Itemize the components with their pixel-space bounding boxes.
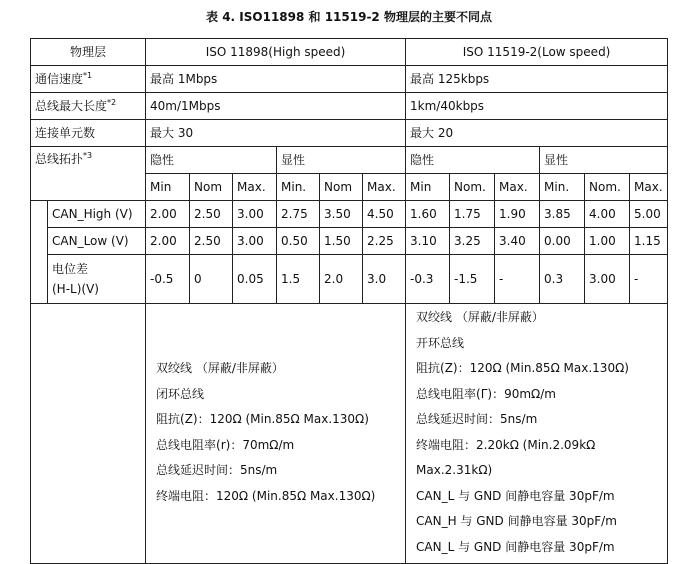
diff-value: - [630,255,668,304]
can-low-value: 1.50 [320,228,363,255]
can-low-value: 3.10 [406,228,450,255]
speed-ls: 最高 125kbps [406,66,668,93]
note-hs-line: 终端电阻：120Ω (Min.85Ω Max.130Ω) [156,488,376,503]
can-high-value: 2.50 [190,201,233,228]
ls-rec-min: Min [406,174,450,201]
can-low-value: 3.00 [233,228,277,255]
notes-label-empty [31,304,146,564]
diff-value: - [495,255,540,304]
note-hs-line: 双绞线 （屏蔽/非屏蔽） [156,361,284,375]
diff-value: 0.05 [233,255,277,304]
note-ls-line: 总线电阻率(Γ)：90mΩ/m [416,386,556,401]
can-low-value: 2.25 [363,228,406,255]
diff-value: 1.5 [277,255,320,304]
can-low-value: 3.25 [450,228,495,255]
header-iso11519: ISO 11519-2(Low speed) [406,39,668,66]
label-length: 总线最大长度$^{*2}$ [31,93,146,120]
physical-layer-table [30,38,668,564]
diff-value: 2.0 [320,255,363,304]
notes-hs [146,304,406,564]
diff-value: 3.00 [585,255,630,304]
ls-rec-nom: Nom. [450,174,495,201]
note-ls-line: CAN_H 与 GND 间静电容量 30pF/m [416,514,617,528]
length-ls: 1km/40kbps [406,93,668,120]
ls-rec-max: Max. [495,174,540,201]
can-low-value: 1.15 [630,228,668,255]
hs-rec-nom: Nom [190,174,233,201]
can-high-value: 4.50 [363,201,406,228]
length-hs: 40m/1Mbps [146,93,406,120]
can-high-value: 2.75 [277,201,320,228]
ls-dom-nom: Nom. [585,174,630,201]
header-iso11898: ISO 11898(High speed) [146,39,406,66]
hs-dom-nom: Nom [320,174,363,201]
ls-dominant-header: 显性 [540,147,668,174]
diff-value: -1.5 [450,255,495,304]
row-diff [31,255,668,304]
row-can-high [31,201,668,228]
can-low-value: 2.00 [146,228,190,255]
diff-value: -0.5 [146,255,190,304]
can-high-value: 3.85 [540,201,585,228]
header-row [31,39,668,66]
can-high-value: 2.00 [146,201,190,228]
note-ls-line: 总线延迟时间：5ns/m [416,412,538,426]
diff-value: 0 [190,255,233,304]
nodes-ls: 最大 20 [406,120,668,147]
row-length [31,93,668,120]
row-can-low [31,228,668,255]
row-notes [31,304,668,564]
note-ls-line: Max.2.31kΩ) [416,463,493,477]
label-can-high: CAN_High (V) [48,201,146,228]
can-high-value: 1.90 [495,201,540,228]
row-speed [31,66,668,93]
can-low-value: 1.00 [585,228,630,255]
can-high-value: 5.00 [630,201,668,228]
can-high-value: 3.50 [320,201,363,228]
hs-dominant-header: 显性 [277,147,406,174]
can-high-value: 1.60 [406,201,450,228]
note-ls-line: 阻抗(Z)：120Ω (Min.85Ω Max.130Ω) [416,361,629,375]
ls-dom-max: Max. [630,174,668,201]
note-hs-line: 阻抗(Z)：120Ω (Min.85Ω Max.130Ω) [156,412,369,426]
note-hs-line: 总线电阻率(r)：70mΩ/m [156,437,295,452]
hs-dom-max: Max. [363,174,406,201]
table-caption: 表 4. ISO11898 和 11519-2 物理层的主要不同点 [206,10,492,24]
hs-recessive-header: 隐性 [146,147,277,174]
label-speed: 通信速度$^{*1}$ [31,66,146,93]
diff-value: -0.3 [406,255,450,304]
label-diff: 电位差 (H-L)(V) [48,255,146,304]
can-low-value: 0.00 [540,228,585,255]
speed-hs: 最高 1Mbps [146,66,406,93]
label-nodes: 连接单元数 [31,120,146,147]
can-low-value: 3.40 [495,228,540,255]
note-ls-line: CAN_L 与 GND 间静电容量 30pF/m [416,488,615,503]
hs-rec-min: Min [146,174,190,201]
note-ls-line: CAN_L 与 GND 间静电容量 30pF/m [416,539,615,554]
note-hs-line: 总线延迟时间：5ns/m [156,463,278,477]
ls-recessive-header: 隐性 [406,147,540,174]
label-can-low: CAN_Low (V) [48,228,146,255]
row-topology [31,147,668,174]
nodes-hs: 最大 30 [146,120,406,147]
can-low-value: 2.50 [190,228,233,255]
can-high-value: 4.00 [585,201,630,228]
can-high-value: 1.75 [450,201,495,228]
note-ls-line: 开环总线 [416,335,465,350]
hs-dom-min: Min. [277,174,320,201]
row-nodes [31,120,668,147]
label-topology: 总线拓扑$^{*3}$ [31,147,146,201]
diff-value: 0.3 [540,255,585,304]
note-ls-line: 双绞线 （屏蔽/非屏蔽） [416,310,544,324]
hs-rec-max: Max. [233,174,277,201]
diff-value: 3.0 [363,255,406,304]
can-high-value: 3.00 [233,201,277,228]
spacer-cell [31,201,48,304]
note-hs-line: 闭环总线 [156,386,205,401]
note-ls-line: 终端电阻：2.20kΩ (Min.2.09kΩ [416,437,596,452]
header-physical-layer: 物理层 [31,39,146,66]
notes-ls [406,304,668,564]
can-low-value: 0.50 [277,228,320,255]
ls-dom-min: Min. [540,174,585,201]
